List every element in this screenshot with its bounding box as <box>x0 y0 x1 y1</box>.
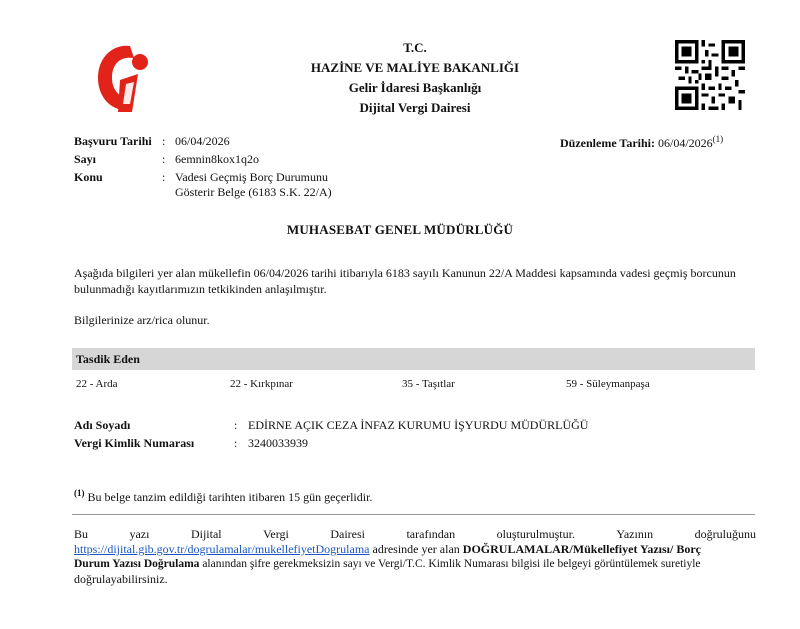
section-title: MUHASEBAT GENEL MÜDÜRLÜĞÜ <box>286 222 514 237</box>
validity-note-text: Bu belge tanzim edildiği tarihten itibaren 15 gün geçerlidir. <box>87 490 373 504</box>
validity-note <box>74 488 372 505</box>
approval-title: Tasdik Eden <box>76 352 140 366</box>
issue-date <box>560 134 723 151</box>
tax-id-value: 3240033939 <box>248 436 308 450</box>
word: oluşturulmuştur. <box>496 527 575 541</box>
tax-office-3: 35 - Taşıtlar <box>402 378 455 390</box>
verification-line-3-rest: alanından şifre gerekmeksizin sayı ve Vergi/T.C. Kimlik Numarası bilgisi ile belgeyi görüntülemek suretiyle <box>199 558 701 570</box>
word: tarafından <box>406 527 456 541</box>
verification-line-3 <box>74 557 756 572</box>
name-label: Adı Soyadı <box>74 418 131 432</box>
application-date-label: Başvuru Tarihi <box>74 134 152 148</box>
paragraph-1-line-2: bulunmadığı kayıtlarımızın tetkikinden anlaşılmıştır. <box>74 282 327 296</box>
number-label: Sayı <box>74 152 97 166</box>
subject-line-2: Gösterir Belge (6183 S.K. 22/A) <box>175 185 332 199</box>
header-line-directorate: Gelir İdaresi Başkanlığı <box>348 80 482 95</box>
issue-date-note: (1) <box>712 134 724 144</box>
word: Vergi <box>263 527 289 541</box>
paragraph-1-line-1: Aşağıda bilgileri yer alan mükellefin 06/04/2026 tarihi itibarıyla 6183 sayılı Kanunun 22/A Maddesi kapsamında vadesi geçmiş borcunun <box>74 266 736 280</box>
footer-divider <box>72 514 755 515</box>
issue-date-value: 06/04/2026 <box>658 136 713 150</box>
subject-label: Konu <box>74 170 103 184</box>
header-line-office: Dijital Vergi Dairesi <box>359 100 471 115</box>
tax-office-4: 59 - Süleymanpaşa <box>566 378 650 390</box>
verification-line-2-content <box>74 542 701 557</box>
subject-line-1: Vadesi Geçmiş Borç Durumunu <box>175 170 328 184</box>
validity-note-marker: (1) <box>74 488 85 498</box>
approval-header <box>72 348 755 370</box>
issue-date-label: Düzenleme Tarihi: <box>560 136 655 150</box>
verification-line-2-mid: adresinde yer alan <box>369 542 463 556</box>
word: doğruluğunu <box>694 527 756 541</box>
word: yazı <box>129 527 150 541</box>
verification-link[interactable]: https://dijital.gib.gov.tr/dogrulamalar/mukellefiyetDogrulama <box>74 542 370 556</box>
application-date-value: 06/04/2026 <box>175 134 230 148</box>
colon: : <box>162 152 166 166</box>
verification-path-b: Durum Yazısı Doğrulama <box>74 558 200 570</box>
colon: : <box>162 170 166 184</box>
verification-line-2 <box>74 542 756 557</box>
word: Dijital <box>190 527 222 541</box>
word: Bu <box>74 527 89 541</box>
verification-line-1 <box>74 527 756 542</box>
tax-office-2: 22 - Kırkpınar <box>230 378 293 390</box>
verification-path-a: DOĞRULAMALAR/Mükellefiyet Yazısı/ Borç <box>462 542 701 556</box>
verification-line-4: doğrulayabilirsiniz. <box>74 572 168 586</box>
colon: : <box>234 418 238 432</box>
word: Dairesi <box>330 527 365 541</box>
colon: : <box>234 436 238 450</box>
number-value: 6emnin8kox1q2o <box>175 152 259 166</box>
gib-logo-icon <box>90 40 152 115</box>
qr-code-icon <box>675 40 745 110</box>
verification-paragraph <box>74 527 756 587</box>
header-line-tc: T.C. <box>403 40 427 55</box>
word: Yazının <box>616 527 654 541</box>
paragraph-2: Bilgilerinize arz/rica olunur. <box>74 313 210 327</box>
tax-office-1: 22 - Arda <box>76 378 118 390</box>
header-line-ministry: HAZİNE VE MALİYE BAKANLIĞI <box>310 60 520 75</box>
colon: : <box>162 134 166 148</box>
name-value: EDİRNE AÇIK CEZA İNFAZ KURUMU İŞYURDU MÜDÜRLÜĞÜ <box>248 418 589 432</box>
tax-id-label: Vergi Kimlik Numarası <box>74 436 195 450</box>
